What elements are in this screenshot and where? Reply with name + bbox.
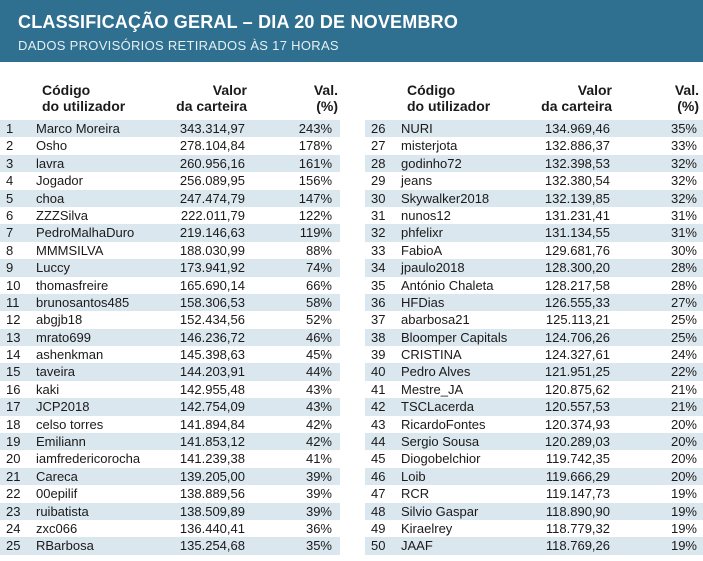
table-row — [0, 190, 340, 207]
page-subtitle: DADOS PROVISÓRIOS RETIRADOS ÀS 17 HORAS — [18, 38, 339, 53]
rank-cell: 43 — [371, 416, 386, 432]
username-cell: nunos12 — [401, 207, 451, 223]
portfolio-value-cell: 247.474,79 — [179, 190, 245, 206]
username-cell: jeans — [401, 173, 433, 189]
rank-cell: 25 — [6, 538, 21, 554]
rank-cell: 29 — [371, 173, 386, 189]
table-row — [365, 120, 703, 137]
username-cell: iamfredericorocha — [36, 451, 141, 467]
column-header-code-line2: do utilizador — [407, 98, 491, 114]
portfolio-value-cell: 128.217,58 — [544, 277, 610, 293]
table-row — [0, 329, 340, 346]
rank-cell: 40 — [371, 364, 386, 380]
rank-cell: 11 — [6, 294, 20, 310]
rank-cell: 48 — [371, 503, 386, 519]
column-header-code-line1: Código — [42, 82, 91, 98]
rank-cell: 47 — [371, 486, 386, 502]
percent-change-cell: 24% — [670, 347, 697, 363]
portfolio-value-cell: 141.894,84 — [179, 416, 245, 432]
table-row — [365, 329, 703, 346]
percent-change-cell: 19% — [670, 520, 697, 536]
rank-cell: 34 — [371, 260, 386, 276]
percent-change-cell: 36% — [305, 520, 332, 536]
table-row — [0, 398, 340, 415]
username-cell: kaki — [36, 381, 60, 397]
rank-cell: 9 — [6, 260, 14, 276]
percent-change-cell: 119% — [299, 225, 332, 241]
column-header-pct-line1: Val. — [313, 82, 338, 98]
table-row — [365, 503, 703, 520]
username-cell: António Chaleta — [401, 277, 494, 293]
column-header-code-line2: do utilizador — [42, 98, 126, 114]
portfolio-value-cell: 131.231,41 — [544, 207, 610, 223]
portfolio-value-cell: 120.875,62 — [544, 381, 610, 397]
table-row — [365, 155, 703, 172]
portfolio-value-cell: 136.440,41 — [179, 520, 245, 536]
portfolio-value-cell: 142.955,48 — [179, 381, 245, 397]
percent-change-cell: 28% — [670, 260, 697, 276]
table-row — [365, 450, 703, 467]
percent-change-cell: 42% — [305, 434, 332, 450]
percent-change-cell: 147% — [298, 190, 332, 206]
portfolio-value-cell: 132.139,85 — [544, 190, 610, 206]
percent-change-cell: 35% — [305, 538, 332, 554]
table-row — [365, 381, 703, 398]
percent-change-cell: 243% — [298, 121, 332, 136]
rank-cell: 16 — [6, 381, 21, 397]
username-cell: HFDias — [401, 294, 445, 310]
portfolio-value-cell: 135.254,68 — [179, 538, 245, 554]
column-header-code-line1: Código — [407, 82, 456, 98]
username-cell: TSCLacerda — [401, 399, 474, 415]
table-row — [365, 277, 703, 294]
portfolio-value-cell: 119.666,29 — [545, 468, 610, 484]
table-row — [0, 137, 340, 154]
rank-cell: 15 — [6, 364, 21, 380]
table-row — [365, 433, 703, 450]
rank-cell: 49 — [371, 520, 386, 536]
username-cell: ZZZSilva — [36, 207, 88, 223]
table-row — [365, 398, 703, 415]
username-cell: CRISTINA — [401, 347, 462, 363]
portfolio-value-cell: 222.011,79 — [180, 207, 245, 223]
rank-cell: 1 — [6, 121, 14, 136]
username-cell: Careca — [36, 468, 78, 484]
rank-cell: 19 — [6, 434, 21, 450]
username-cell: thomasfreire — [36, 277, 109, 293]
rank-cell: 31 — [371, 207, 386, 223]
table-row — [365, 190, 703, 207]
table-row — [0, 433, 340, 450]
table-row — [365, 137, 703, 154]
table-row — [365, 416, 703, 433]
percent-change-cell: 21% — [670, 381, 697, 397]
percent-change-cell: 39% — [305, 486, 332, 502]
portfolio-value-cell: 141.239,38 — [179, 451, 245, 467]
percent-change-cell: 31% — [670, 207, 697, 223]
table-row — [0, 259, 340, 276]
portfolio-value-cell: 188.030,99 — [179, 242, 245, 258]
table-row — [365, 224, 703, 241]
table-row — [0, 485, 340, 502]
percent-change-cell: 58% — [305, 294, 332, 310]
rank-cell: 44 — [371, 434, 386, 450]
percent-change-cell: 122% — [298, 207, 332, 223]
table-body — [0, 120, 340, 555]
username-cell: Kiraelrey — [401, 520, 453, 536]
column-header-pct — [300, 82, 338, 114]
table-row — [365, 311, 703, 328]
rank-cell: 28 — [371, 155, 386, 171]
ranking-table-right — [365, 80, 703, 554]
username-cell: Mestre_JA — [401, 381, 464, 397]
portfolio-value-cell: 124.327,61 — [544, 347, 610, 363]
username-cell: JCP2018 — [36, 399, 90, 415]
portfolio-value-cell: 146.236,72 — [179, 329, 245, 345]
rank-cell: 26 — [371, 121, 386, 136]
table-row — [365, 294, 703, 311]
rank-cell: 32 — [371, 225, 386, 241]
username-cell: Jogador — [36, 173, 83, 189]
rank-cell: 36 — [371, 294, 386, 310]
rank-cell: 7 — [6, 225, 14, 241]
username-cell: phfelixr — [401, 225, 443, 241]
portfolio-value-cell: 219.146,63 — [179, 225, 245, 241]
portfolio-value-cell: 118.890,90 — [545, 503, 610, 519]
rank-cell: 20 — [6, 451, 21, 467]
portfolio-value-cell: 129.681,76 — [544, 242, 610, 258]
table-row — [365, 363, 703, 380]
percent-change-cell: 20% — [670, 434, 697, 450]
portfolio-value-cell: 120.557,53 — [544, 399, 610, 415]
percent-change-cell: 33% — [670, 138, 697, 154]
rank-cell: 41 — [371, 381, 386, 397]
username-cell: brunosantos485 — [36, 294, 130, 310]
table-body — [365, 120, 703, 555]
portfolio-value-cell: 145.398,63 — [179, 347, 245, 363]
table-row — [0, 120, 340, 137]
username-cell: jpaulo2018 — [401, 260, 465, 276]
header-banner — [0, 0, 703, 62]
table-header — [365, 80, 703, 120]
rank-cell: 50 — [371, 538, 386, 554]
username-cell: choa — [36, 190, 65, 206]
percent-change-cell: 43% — [305, 381, 332, 397]
percent-change-cell: 20% — [670, 416, 697, 432]
portfolio-value-cell: 119.742,35 — [545, 451, 610, 467]
portfolio-value-cell: 121.951,25 — [544, 364, 610, 380]
username-cell: JAAF — [401, 538, 433, 554]
portfolio-value-cell: 128.300,20 — [544, 260, 610, 276]
percent-change-cell: 27% — [670, 294, 697, 310]
table-header — [0, 80, 340, 120]
username-cell: zxc066 — [36, 520, 78, 536]
column-header-code — [407, 82, 490, 114]
portfolio-value-cell: 141.853,12 — [179, 434, 245, 450]
portfolio-value-cell: 134.969,46 — [544, 121, 610, 136]
table-row — [0, 468, 340, 485]
portfolio-value-cell: 125.113,21 — [545, 312, 610, 328]
rank-cell: 17 — [6, 399, 21, 415]
percent-change-cell: 41% — [305, 451, 332, 467]
percent-change-cell: 74% — [305, 260, 332, 276]
username-cell: Osho — [36, 138, 68, 154]
username-cell: RicardoFontes — [401, 416, 486, 432]
portfolio-value-cell: 118.769,26 — [545, 538, 610, 554]
table-row — [0, 242, 340, 259]
percent-change-cell: 32% — [670, 155, 697, 171]
percent-change-cell: 45% — [305, 347, 332, 363]
rank-cell: 4 — [6, 173, 14, 189]
username-cell: abarbosa21 — [401, 312, 470, 328]
table-row — [0, 450, 340, 467]
username-cell: ruibatista — [36, 503, 89, 519]
column-header-pct-line2: (%) — [316, 98, 338, 114]
percent-change-cell: 22% — [670, 364, 697, 380]
username-cell: Silvio Gaspar — [401, 503, 479, 519]
rank-cell: 6 — [6, 207, 14, 223]
percent-change-cell: 25% — [670, 312, 697, 328]
portfolio-value-cell: 132.380,54 — [544, 173, 610, 189]
percent-change-cell: 32% — [670, 173, 697, 189]
username-cell: Pedro Alves — [401, 364, 471, 380]
rank-cell: 3 — [6, 155, 14, 171]
portfolio-value-cell: 260.956,16 — [179, 155, 245, 171]
username-cell: ashenkman — [36, 347, 104, 363]
ranking-table-left — [0, 80, 340, 554]
percent-change-cell: 25% — [670, 329, 697, 345]
username-cell: RCR — [401, 486, 430, 502]
username-cell: Bloomper Capitals — [401, 329, 508, 345]
portfolio-value-cell: 173.941,92 — [179, 260, 245, 276]
portfolio-value-cell: 131.134,55 — [544, 225, 610, 241]
username-cell: Loib — [401, 468, 426, 484]
percent-change-cell: 178% — [298, 138, 332, 154]
username-cell: 00epilif — [36, 486, 78, 502]
username-cell: Marco Moreira — [36, 121, 120, 136]
percent-change-cell: 30% — [670, 242, 697, 258]
table-row — [0, 363, 340, 380]
portfolio-value-cell: 120.289,03 — [544, 434, 610, 450]
percent-change-cell: 88% — [305, 242, 332, 258]
rank-cell: 37 — [371, 312, 386, 328]
percent-change-cell: 156% — [298, 173, 332, 189]
rank-cell: 12 — [6, 312, 21, 328]
rank-cell: 46 — [371, 468, 386, 484]
column-header-pct — [663, 82, 699, 114]
rank-cell: 24 — [6, 520, 21, 536]
percent-change-cell: 31% — [670, 225, 697, 241]
percent-change-cell: 39% — [305, 468, 332, 484]
rank-cell: 33 — [371, 242, 386, 258]
portfolio-value-cell: 343.314,97 — [179, 121, 245, 136]
username-cell: Diogobelchior — [401, 451, 481, 467]
username-cell: godinho72 — [401, 155, 462, 171]
username-cell: mrato699 — [36, 329, 91, 345]
table-row — [0, 155, 340, 172]
portfolio-value-cell: 152.434,56 — [179, 312, 245, 328]
portfolio-value-cell: 138.889,56 — [179, 486, 245, 502]
column-header-value-line1: Valor — [577, 82, 612, 98]
portfolio-value-cell: 120.374,93 — [544, 416, 610, 432]
table-row — [365, 172, 703, 189]
rank-cell: 27 — [371, 138, 386, 154]
table-row — [0, 381, 340, 398]
username-cell: Sergio Sousa — [401, 434, 480, 450]
portfolio-value-cell: 278.104,84 — [179, 138, 245, 154]
table-row — [365, 468, 703, 485]
percent-change-cell: 39% — [305, 503, 332, 519]
username-cell: misterjota — [401, 138, 458, 154]
username-cell: lavra — [36, 155, 65, 171]
percent-change-cell: 28% — [670, 277, 697, 293]
column-header-value-line2: da carteira — [541, 98, 612, 114]
percent-change-cell: 19% — [670, 486, 697, 502]
portfolio-value-cell: 256.089,95 — [179, 173, 245, 189]
table-row — [365, 485, 703, 502]
username-cell: Skywalker2018 — [401, 190, 490, 206]
table-row — [365, 537, 703, 554]
table-row — [365, 259, 703, 276]
table-row — [0, 503, 340, 520]
rank-cell: 30 — [371, 190, 386, 206]
portfolio-value-cell: 144.203,91 — [179, 364, 245, 380]
column-header-value — [172, 82, 247, 114]
percent-change-cell: 35% — [670, 121, 697, 136]
rank-cell: 39 — [371, 347, 386, 363]
portfolio-value-cell: 132.886,37 — [544, 138, 610, 154]
rank-cell: 45 — [371, 451, 386, 467]
percent-change-cell: 21% — [670, 399, 697, 415]
percent-change-cell: 20% — [670, 468, 697, 484]
table-row — [0, 224, 340, 241]
rank-cell: 5 — [6, 190, 14, 206]
table-row — [0, 537, 340, 554]
username-cell: Luccy — [36, 260, 70, 276]
table-row — [0, 311, 340, 328]
column-header-code — [42, 82, 125, 114]
column-header-value — [537, 82, 612, 114]
percent-change-cell: 19% — [670, 503, 697, 519]
rank-cell: 13 — [6, 329, 21, 345]
percent-change-cell: 42% — [305, 416, 332, 432]
username-cell: abgjb18 — [36, 312, 83, 328]
column-header-value-line2: da carteira — [176, 98, 247, 114]
percent-change-cell: 46% — [305, 329, 332, 345]
portfolio-value-cell: 118.779,32 — [545, 520, 610, 536]
rank-cell: 38 — [371, 329, 386, 345]
percent-change-cell: 66% — [305, 277, 332, 293]
portfolio-value-cell: 142.754,09 — [179, 399, 245, 415]
rank-cell: 14 — [6, 347, 21, 363]
table-row — [365, 207, 703, 224]
percent-change-cell: 52% — [305, 312, 332, 328]
portfolio-value-cell: 132.398,53 — [544, 155, 610, 171]
percent-change-cell: 32% — [670, 190, 697, 206]
portfolio-value-cell: 126.555,33 — [544, 294, 610, 310]
username-cell: FabioA — [401, 242, 443, 258]
table-row — [365, 346, 703, 363]
table-row — [0, 346, 340, 363]
table-row — [365, 242, 703, 259]
rank-cell: 10 — [6, 277, 21, 293]
column-header-pct-line1: Val. — [674, 82, 699, 98]
percent-change-cell: 43% — [305, 399, 332, 415]
rank-cell: 22 — [6, 486, 21, 502]
username-cell: celso torres — [36, 416, 104, 432]
rank-cell: 35 — [371, 277, 386, 293]
table-row — [0, 294, 340, 311]
table-row — [0, 416, 340, 433]
percent-change-cell: 44% — [305, 364, 332, 380]
percent-change-cell: 20% — [670, 451, 697, 467]
rank-cell: 18 — [6, 416, 21, 432]
portfolio-value-cell: 165.690,14 — [179, 277, 245, 293]
portfolio-value-cell: 124.706,26 — [544, 329, 610, 345]
username-cell: Emiliann — [36, 434, 86, 450]
username-cell: taveira — [36, 364, 76, 380]
rank-cell: 23 — [6, 503, 21, 519]
portfolio-value-cell: 158.306,53 — [179, 294, 245, 310]
table-row — [365, 520, 703, 537]
username-cell: PedroMalhaDuro — [36, 225, 135, 241]
table-row — [0, 207, 340, 224]
username-cell: NURI — [401, 121, 433, 136]
username-cell: MMMSILVA — [36, 242, 104, 258]
table-row — [0, 520, 340, 537]
rank-cell: 8 — [6, 242, 14, 258]
percent-change-cell: 19% — [670, 538, 697, 554]
column-header-value-line1: Valor — [212, 82, 247, 98]
rank-cell: 42 — [371, 399, 386, 415]
percent-change-cell: 161% — [298, 155, 332, 171]
rank-cell: 21 — [6, 468, 21, 484]
portfolio-value-cell: 139.205,00 — [179, 468, 245, 484]
column-header-pct-line2: (%) — [677, 98, 699, 114]
username-cell: RBarbosa — [36, 538, 94, 554]
page-title: CLASSIFICAÇÃO GERAL – DIA 20 DE NOVEMBRO — [18, 12, 459, 32]
table-row — [0, 172, 340, 189]
portfolio-value-cell: 119.147,73 — [545, 486, 610, 502]
rank-cell: 2 — [6, 138, 14, 154]
portfolio-value-cell: 138.509,89 — [179, 503, 245, 519]
table-row — [0, 277, 340, 294]
